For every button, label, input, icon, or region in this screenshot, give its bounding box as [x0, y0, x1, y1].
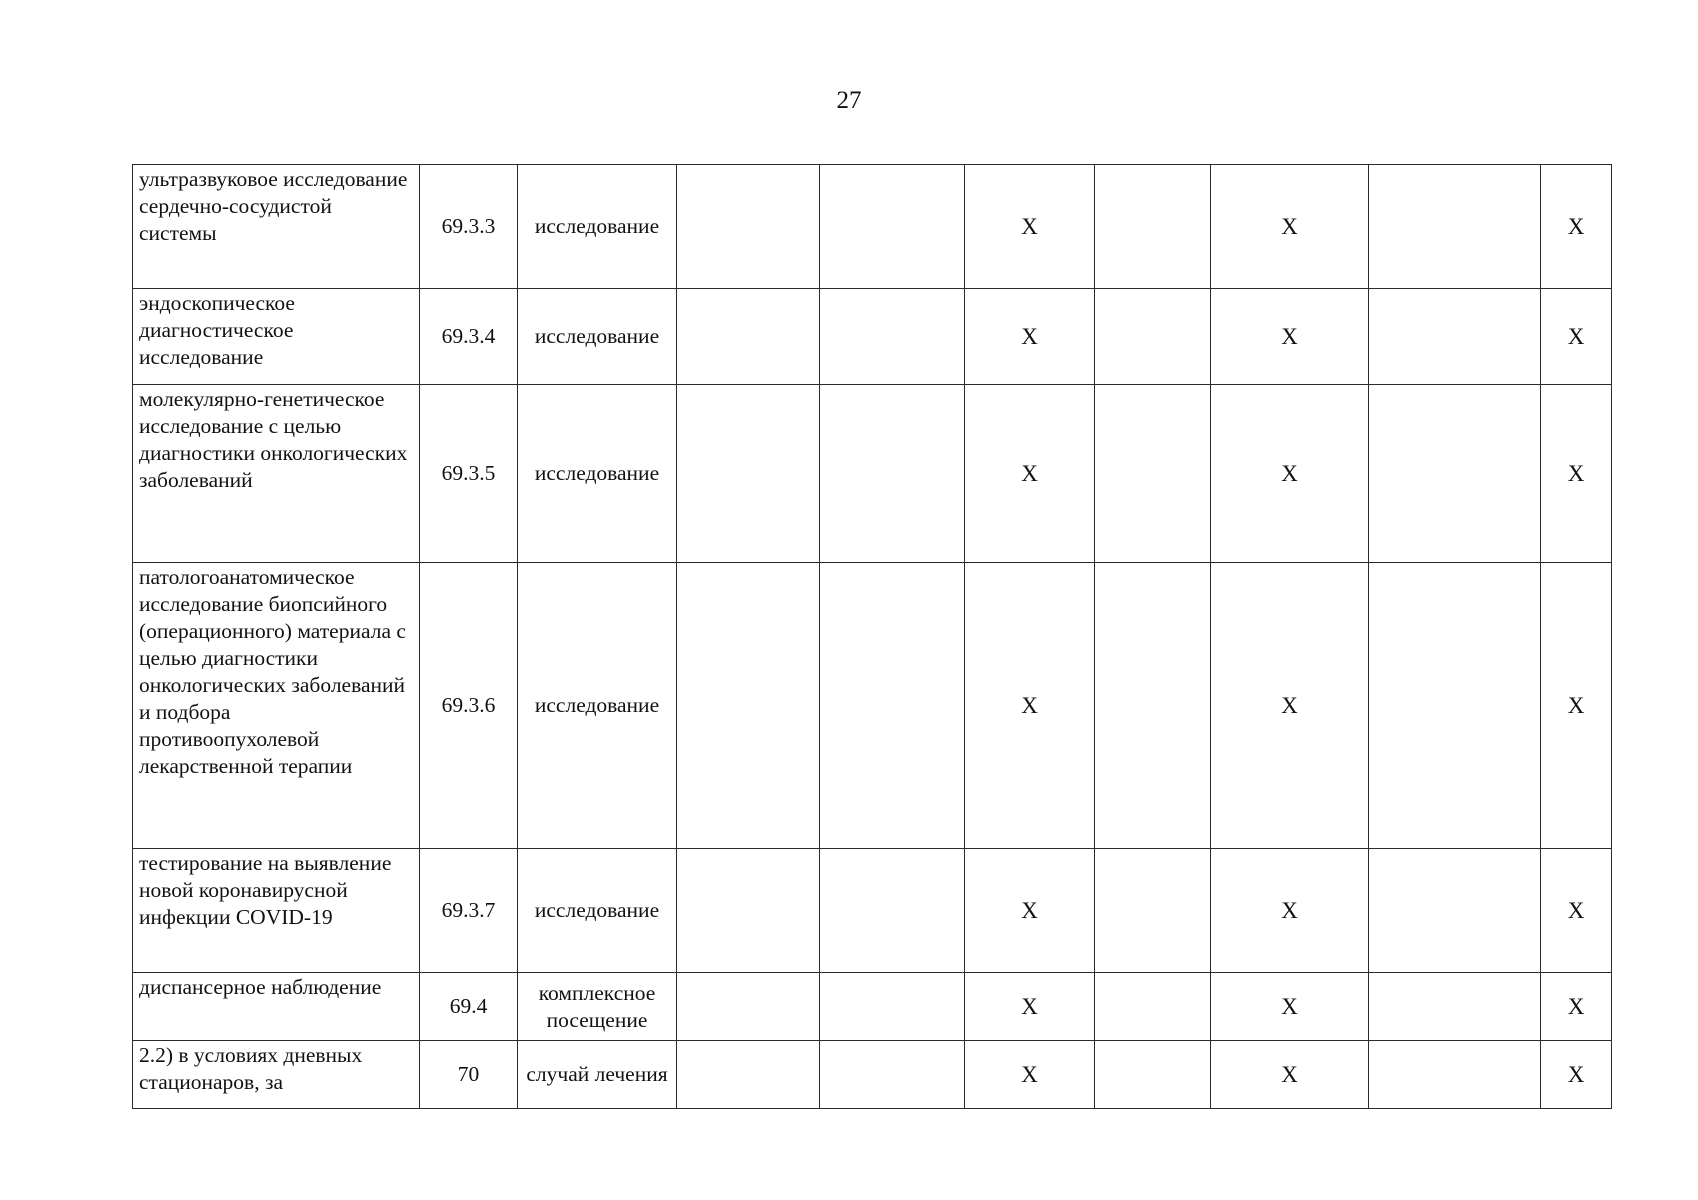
value-cell — [820, 289, 965, 385]
row-code-cell: 69.4 — [420, 973, 518, 1041]
value-cell — [1369, 1041, 1541, 1109]
row-name-cell: патологоанатомическое исследование биопсийного (операционного) материала с целью диагностики онкологических заболеваний и подбора противоопухолевой лекарственной терапии — [133, 563, 420, 849]
value-cell — [677, 563, 820, 849]
row-unit-cell: исследование — [518, 385, 677, 563]
value-cell: X — [965, 849, 1095, 973]
value-cell — [677, 165, 820, 289]
value-cell: X — [1541, 849, 1612, 973]
row-name-cell: диспансерное наблюдение — [133, 973, 420, 1041]
value-cell — [1095, 849, 1211, 973]
value-cell: X — [1541, 1041, 1612, 1109]
row-code-cell: 69.3.7 — [420, 849, 518, 973]
value-cell — [677, 973, 820, 1041]
value-cell — [1369, 973, 1541, 1041]
row-unit-cell: случай лечения — [518, 1041, 677, 1109]
row-code-cell: 69.3.5 — [420, 385, 518, 563]
value-cell: X — [1541, 165, 1612, 289]
value-cell: X — [1211, 289, 1369, 385]
row-name-cell: молекулярно-генетическое исследование с целью диагностики онкологических заболеваний — [133, 385, 420, 563]
value-cell — [1095, 289, 1211, 385]
table-row — [133, 973, 1612, 1041]
value-cell — [820, 973, 965, 1041]
value-cell — [820, 1041, 965, 1109]
value-cell: X — [965, 289, 1095, 385]
value-cell — [1369, 385, 1541, 563]
value-cell — [1095, 973, 1211, 1041]
row-name-cell: 2.2) в условиях дневных стационаров, за — [133, 1041, 420, 1109]
row-code-cell: 69.3.4 — [420, 289, 518, 385]
table-row — [133, 289, 1612, 385]
value-cell — [677, 289, 820, 385]
value-cell: X — [1541, 563, 1612, 849]
value-cell — [1095, 563, 1211, 849]
value-cell — [1369, 563, 1541, 849]
value-cell: X — [965, 385, 1095, 563]
value-cell — [1369, 165, 1541, 289]
row-name-cell: эндоскопическое диагностическое исследование — [133, 289, 420, 385]
page-number: 27 — [836, 87, 862, 114]
value-cell — [1095, 385, 1211, 563]
table-row — [133, 849, 1612, 973]
value-cell: X — [965, 165, 1095, 289]
value-cell: X — [1541, 385, 1612, 563]
row-name-cell: ультразвуковое исследование сердечно-сосудистой системы — [133, 165, 420, 289]
value-cell: X — [965, 1041, 1095, 1109]
value-cell — [1369, 289, 1541, 385]
value-cell — [1095, 1041, 1211, 1109]
value-cell — [820, 849, 965, 973]
value-cell: X — [1211, 165, 1369, 289]
value-cell — [1095, 165, 1211, 289]
row-code-cell: 69.3.3 — [420, 165, 518, 289]
table-row — [133, 165, 1612, 289]
row-code-cell: 70 — [420, 1041, 518, 1109]
value-cell: X — [1211, 563, 1369, 849]
value-cell: X — [1211, 385, 1369, 563]
table-row — [133, 563, 1612, 849]
value-cell — [820, 563, 965, 849]
table-row — [133, 1041, 1612, 1109]
row-unit-cell: исследование — [518, 563, 677, 849]
table-row — [133, 385, 1612, 563]
row-name-cell: тестирование на выявление новой коронавирусной инфекции COVID-19 — [133, 849, 420, 973]
value-cell: X — [965, 973, 1095, 1041]
value-cell — [677, 385, 820, 563]
value-cell: X — [1541, 289, 1612, 385]
tariff-table — [132, 164, 1612, 1109]
row-unit-cell: комплексное посещение — [518, 973, 677, 1041]
value-cell: X — [965, 563, 1095, 849]
value-cell — [677, 1041, 820, 1109]
value-cell — [820, 385, 965, 563]
row-code-cell: 69.3.6 — [420, 563, 518, 849]
row-unit-cell: исследование — [518, 165, 677, 289]
value-cell — [1369, 849, 1541, 973]
value-cell: X — [1211, 849, 1369, 973]
row-unit-cell: исследование — [518, 289, 677, 385]
value-cell: X — [1211, 1041, 1369, 1109]
value-cell: X — [1541, 973, 1612, 1041]
value-cell — [820, 165, 965, 289]
value-cell — [677, 849, 820, 973]
row-unit-cell: исследование — [518, 849, 677, 973]
value-cell: X — [1211, 973, 1369, 1041]
